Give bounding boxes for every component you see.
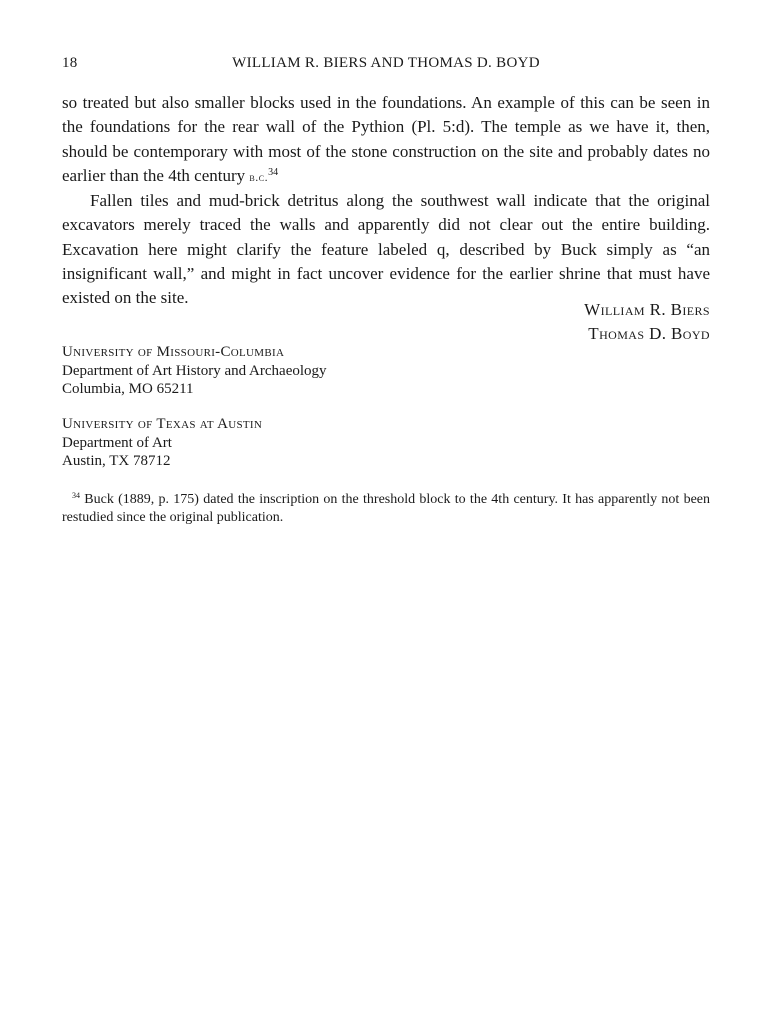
author-name-2: Thomas D. Boyd (588, 324, 710, 343)
paragraph-1-text: so treated but also smaller blocks used in the foundations. An example of this can be seen in the foundations for the rear wall of the Pythion (Pl. 5:d). The temple as we have it, then, should be contemporary with most of the stone construction on the site and probably dates no earlier than the 4th century (62, 93, 710, 185)
affiliation-1 (62, 343, 327, 399)
affiliation-location: Austin, TX 78712 (62, 453, 171, 469)
affiliation-department: Department of Art (62, 434, 172, 451)
page-number: 18 (62, 55, 78, 71)
author-signature (584, 298, 710, 346)
body-text (62, 91, 710, 311)
affiliation-location: Columbia, MO 65211 (62, 381, 194, 397)
author-name-1: William R. Biers (584, 300, 710, 319)
running-head (62, 55, 710, 75)
footnote-text: Buck (1889, p. 175) dated the inscription on the threshold block to the 4th century. It has apparently not been restudied since the original publication. (62, 492, 711, 525)
affiliation-institution: University of Missouri-Columbia (62, 344, 285, 360)
footnote-number: 34 (72, 491, 80, 500)
running-title: WILLIAM R. BIERS AND THOMAS D. BOYD (232, 55, 540, 71)
paragraph-2: Fallen tiles and mud-brick detritus along the southwest wall indicate that the original excavators merely traced the walls and apparently did not clear out the entire building. Excavation here might clarify the feature labeled q, described by Buck simply as “an insignificant wall,” and might in fact uncover evidence for the earlier shrine that must have existed on the site. (62, 191, 710, 308)
footnote-34 (62, 491, 710, 527)
affiliation-institution: University of Texas at Austin (62, 416, 263, 432)
affiliation-department: Department of Art History and Archaeology (62, 362, 327, 379)
affiliation-2 (62, 415, 262, 471)
footnote-ref-34[interactable]: 34 (268, 166, 279, 178)
paragraph-1 (62, 91, 710, 189)
era-abbreviation: b.c. (249, 169, 269, 184)
